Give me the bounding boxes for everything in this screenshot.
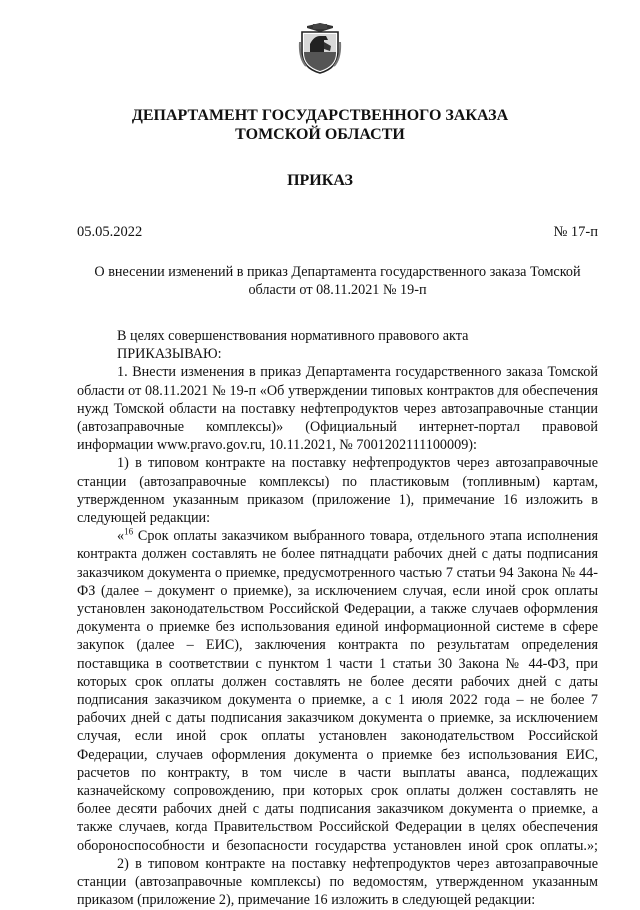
document-subject	[77, 263, 598, 299]
organization-name	[0, 106, 640, 144]
item-1-2-paragraph: 2) в типовом контракте на поставку нефтепродуктов через автозаправочные станции (автозаправочные комплексы) по ведомостям, утвержденном указанным приказом (приложение 2), примечание 16 изложить в следующей редакции:	[77, 855, 598, 909]
item-1-paragraph: 1. Внести изменения в приказ Департамента государственного заказа Томской области от 08.11.2021 № 19-п «Об утверждении типовых контрактов для обеспечения нужд Томской области на поставку нефтепродуктов через автозаправочные станции (автозаправочные комплексы)» (Официальный интернет-портал правовой информации www.pravo.gov.ru, 10.11.2021, № 7001202111100009):	[77, 364, 598, 454]
intro-paragraph: В целях совершенствования нормативного правового акта	[117, 328, 469, 344]
quote-open-mark: «	[117, 528, 125, 545]
footnote-number: 16	[124, 526, 134, 537]
coat-of-arms-icon	[298, 22, 342, 74]
document-subject-line2: области от 08.11.2021 № 19-п	[248, 282, 427, 298]
date-number-line	[77, 223, 598, 241]
quoted-note-text: Срок оплаты заказчиком выбранного товара, отдельного этапа исполнения контракта должен составлять не более пятнадцати рабочих дней с даты подписания заказчиком документа о приемке, предусмотренного частью 7 статьи 94 Закона № 44-ФЗ (далее – документ о приемке), за исключением случая, если иной срок оплаты установлен законодательством Российской Федерации, а также случаев оформления документа о приемке без использования единой информационной системе в сфере закупок (далее – ЕИС), заключения контракта по результатам определения поставщика в соответствии с пунктом 1 части 1 статьи 30 Закона № 44-ФЗ, при которых срок оплаты должен составлять не более десяти рабочих дней с даты подписания заказчиком документа о приемке, а с 1 июля 2022 года – не более 7 рабочих дней с даты подписания заказчиком документа о приемке, за исключением случая, если иной срок оплаты установлен законодательством Российской Федерации, случаев оформления документа о приемке без использования ЕИС, расчетов по контракту, в том числе в части выплаты аванса, подлежащих казначейскому сопровождению, при которых срок оплаты должен составлять не более десяти рабочих дней с даты подписания заказчиком документа о приемке, а также случаев, когда Правительством Российской Федерации в целях обеспечения обороноспособности и безопасности государства установлен иной срок оплаты.»;	[77, 528, 598, 854]
document-type: ПРИКАЗ	[287, 172, 353, 189]
document-number: № 17-п	[553, 224, 598, 240]
organization-name-line2: ТОМСКОЙ ОБЛАСТИ	[235, 126, 405, 143]
order-word: ПРИКАЗЫВАЮ:	[117, 346, 222, 363]
quoted-note-paragraph	[77, 527, 598, 855]
organization-name-line1: ДЕПАРТАМЕНТ ГОСУДАРСТВЕННОГО ЗАКАЗА	[131, 107, 509, 124]
document-subject-line1: О внесении изменений в приказ Департамента государственного заказа Томской	[94, 264, 581, 280]
document-date: 05.05.2022	[77, 224, 143, 240]
document-body	[77, 327, 598, 910]
item-1-1-paragraph: 1) в типовом контракте на поставку нефтепродуктов через автозаправочные станции (автозаправочные комплексы) по пластиковым (топливным) картам, утвержденном указанным приказом (приложение 1), примечание 16 изложить в следующей редакции:	[77, 455, 598, 527]
